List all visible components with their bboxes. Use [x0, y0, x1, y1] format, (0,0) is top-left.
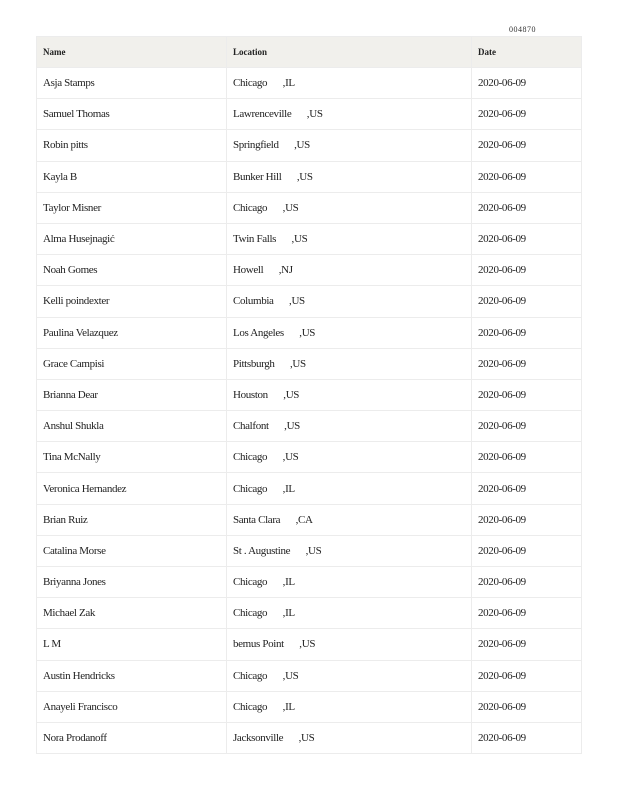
table-row [37, 504, 582, 535]
table-row [37, 192, 582, 223]
table-row [37, 348, 582, 379]
location-separator: , [268, 420, 287, 433]
cell-name: Robin pitts [37, 130, 227, 161]
table-row [37, 535, 582, 566]
cell-name: Taylor Misner [37, 192, 227, 223]
location-city: Howell [233, 264, 264, 277]
cell-name: Brian Ruiz [37, 504, 227, 535]
location-separator: , [267, 607, 286, 620]
cell-location [227, 99, 472, 130]
cell-location [227, 286, 472, 317]
location-city: Chalfont [233, 420, 269, 433]
cell-date: 2020-06-09 [472, 442, 582, 473]
location-separator: , [267, 201, 286, 214]
header-name: Name [37, 37, 227, 68]
cell-location [227, 660, 472, 691]
location-city: St . Augustine [233, 544, 291, 557]
cell-name: Samuel Thomas [37, 99, 227, 130]
location-separator: , [281, 170, 300, 183]
location-region: US [301, 732, 315, 745]
location-region: US [292, 357, 306, 370]
cell-location [227, 473, 472, 504]
cell-location [227, 411, 472, 442]
location-separator: , [267, 576, 286, 589]
cell-name: Nora Prodanoff [37, 722, 227, 753]
cell-name: Catalina Morse [37, 535, 227, 566]
location-city: Twin Falls [233, 233, 277, 246]
cell-date: 2020-06-09 [472, 317, 582, 348]
cell-location [227, 722, 472, 753]
location-city: Chicago [233, 77, 268, 90]
signatures-table [36, 36, 582, 754]
cell-date: 2020-06-09 [472, 598, 582, 629]
cell-name: Brianna Dear [37, 379, 227, 410]
cell-location [227, 504, 472, 535]
location-separator: , [267, 482, 286, 495]
cell-location [227, 348, 472, 379]
table-row [37, 130, 582, 161]
cell-location [227, 629, 472, 660]
cell-location [227, 379, 472, 410]
cell-date: 2020-06-09 [472, 161, 582, 192]
location-separator: , [267, 669, 286, 682]
cell-location [227, 255, 472, 286]
cell-location [227, 567, 472, 598]
page-number: 004870 [509, 25, 536, 34]
location-region: IL [285, 576, 295, 589]
cell-date: 2020-06-09 [472, 130, 582, 161]
location-region: US [286, 420, 300, 433]
table-row [37, 442, 582, 473]
location-separator: , [273, 295, 292, 308]
location-region: US [308, 544, 322, 557]
table-row [37, 99, 582, 130]
location-region: IL [285, 77, 295, 90]
cell-location [227, 598, 472, 629]
cell-date: 2020-06-09 [472, 379, 582, 410]
cell-date: 2020-06-09 [472, 68, 582, 99]
location-separator: , [267, 700, 286, 713]
cell-location [227, 130, 472, 161]
location-city: Jacksonville [233, 732, 284, 745]
table-row [37, 286, 582, 317]
location-region: CA [298, 513, 313, 526]
cell-date: 2020-06-09 [472, 504, 582, 535]
table-row [37, 660, 582, 691]
location-separator: , [291, 108, 310, 121]
cell-name: Alma Husejnagić [37, 223, 227, 254]
table-row [37, 411, 582, 442]
table-row [37, 317, 582, 348]
cell-name: Anayeli Francisco [37, 691, 227, 722]
table-header-row [37, 37, 582, 68]
table-row [37, 68, 582, 99]
cell-name: Michael Zak [37, 598, 227, 629]
cell-date: 2020-06-09 [472, 99, 582, 130]
location-city: Los Angeles [233, 326, 284, 339]
location-region: IL [285, 607, 295, 620]
location-region: IL [285, 482, 295, 495]
location-region: IL [285, 700, 295, 713]
location-city: Chicago [233, 451, 268, 464]
location-region: US [296, 139, 310, 152]
cell-date: 2020-06-09 [472, 629, 582, 660]
cell-name: Asja Stamps [37, 68, 227, 99]
location-city: Columbia [233, 295, 274, 308]
location-city: Chicago [233, 700, 268, 713]
location-separator: , [290, 544, 308, 557]
location-region: US [299, 170, 313, 183]
cell-name: Noah Gomes [37, 255, 227, 286]
location-city: Santa Clara [233, 513, 281, 526]
cell-name: Anshul Shukla [37, 411, 227, 442]
location-separator: , [274, 357, 293, 370]
location-separator: , [278, 139, 297, 152]
table-row [37, 223, 582, 254]
cell-name: Veronica Hernandez [37, 473, 227, 504]
location-separator: , [263, 264, 282, 277]
table-row [37, 598, 582, 629]
header-date: Date [472, 37, 582, 68]
location-region: US [291, 295, 305, 308]
header-location: Location [227, 37, 472, 68]
cell-date: 2020-06-09 [472, 411, 582, 442]
location-city: Chicago [233, 482, 268, 495]
location-city: bemus Point [233, 638, 284, 651]
cell-name: L M [37, 629, 227, 660]
cell-date: 2020-06-09 [472, 192, 582, 223]
cell-name: Kayla B [37, 161, 227, 192]
table-row [37, 255, 582, 286]
location-region: US [309, 108, 323, 121]
cell-date: 2020-06-09 [472, 691, 582, 722]
location-separator: , [280, 513, 299, 526]
table-row [37, 722, 582, 753]
location-city: Pittsburgh [233, 357, 275, 370]
location-separator: , [267, 77, 286, 90]
cell-name: Briyanna Jones [37, 567, 227, 598]
table-row [37, 379, 582, 410]
location-separator: , [283, 732, 302, 745]
cell-date: 2020-06-09 [472, 473, 582, 504]
cell-name: Tina McNally [37, 442, 227, 473]
cell-date: 2020-06-09 [472, 286, 582, 317]
cell-date: 2020-06-09 [472, 535, 582, 566]
cell-date: 2020-06-09 [472, 223, 582, 254]
location-region: US [285, 669, 299, 682]
cell-date: 2020-06-09 [472, 722, 582, 753]
cell-location [227, 223, 472, 254]
cell-location [227, 535, 472, 566]
location-region: US [301, 326, 316, 339]
cell-date: 2020-06-09 [472, 660, 582, 691]
location-city: Houston [233, 388, 268, 401]
cell-date: 2020-06-09 [472, 348, 582, 379]
table-row [37, 161, 582, 192]
cell-name: Kelli poindexter [37, 286, 227, 317]
location-separator: , [276, 233, 294, 246]
location-city: Chicago [233, 607, 268, 620]
location-city: Chicago [233, 669, 268, 682]
location-city: Bunker Hill [233, 170, 282, 183]
table-row [37, 691, 582, 722]
location-region: US [285, 451, 299, 464]
location-separator: , [267, 451, 286, 464]
location-separator: , [267, 388, 286, 401]
cell-location [227, 161, 472, 192]
location-city: Chicago [233, 201, 268, 214]
cell-location [227, 68, 472, 99]
location-region: US [285, 388, 300, 401]
location-region: US [301, 638, 316, 651]
location-region: NJ [281, 264, 293, 277]
location-city: Springfield [233, 139, 279, 152]
cell-name: Grace Campisi [37, 348, 227, 379]
table-row [37, 567, 582, 598]
location-city: Lawrenceville [233, 108, 292, 121]
location-region: US [293, 233, 308, 246]
cell-location [227, 317, 472, 348]
table-row [37, 473, 582, 504]
cell-location [227, 442, 472, 473]
location-separator: , [283, 638, 302, 651]
cell-date: 2020-06-09 [472, 567, 582, 598]
cell-location [227, 691, 472, 722]
cell-date: 2020-06-09 [472, 255, 582, 286]
table-row [37, 629, 582, 660]
cell-name: Austin Hendricks [37, 660, 227, 691]
location-city: Chicago [233, 576, 268, 589]
location-region: US [285, 201, 299, 214]
location-separator: , [283, 326, 302, 339]
cell-location [227, 192, 472, 223]
cell-name: Paulina Velazquez [37, 317, 227, 348]
